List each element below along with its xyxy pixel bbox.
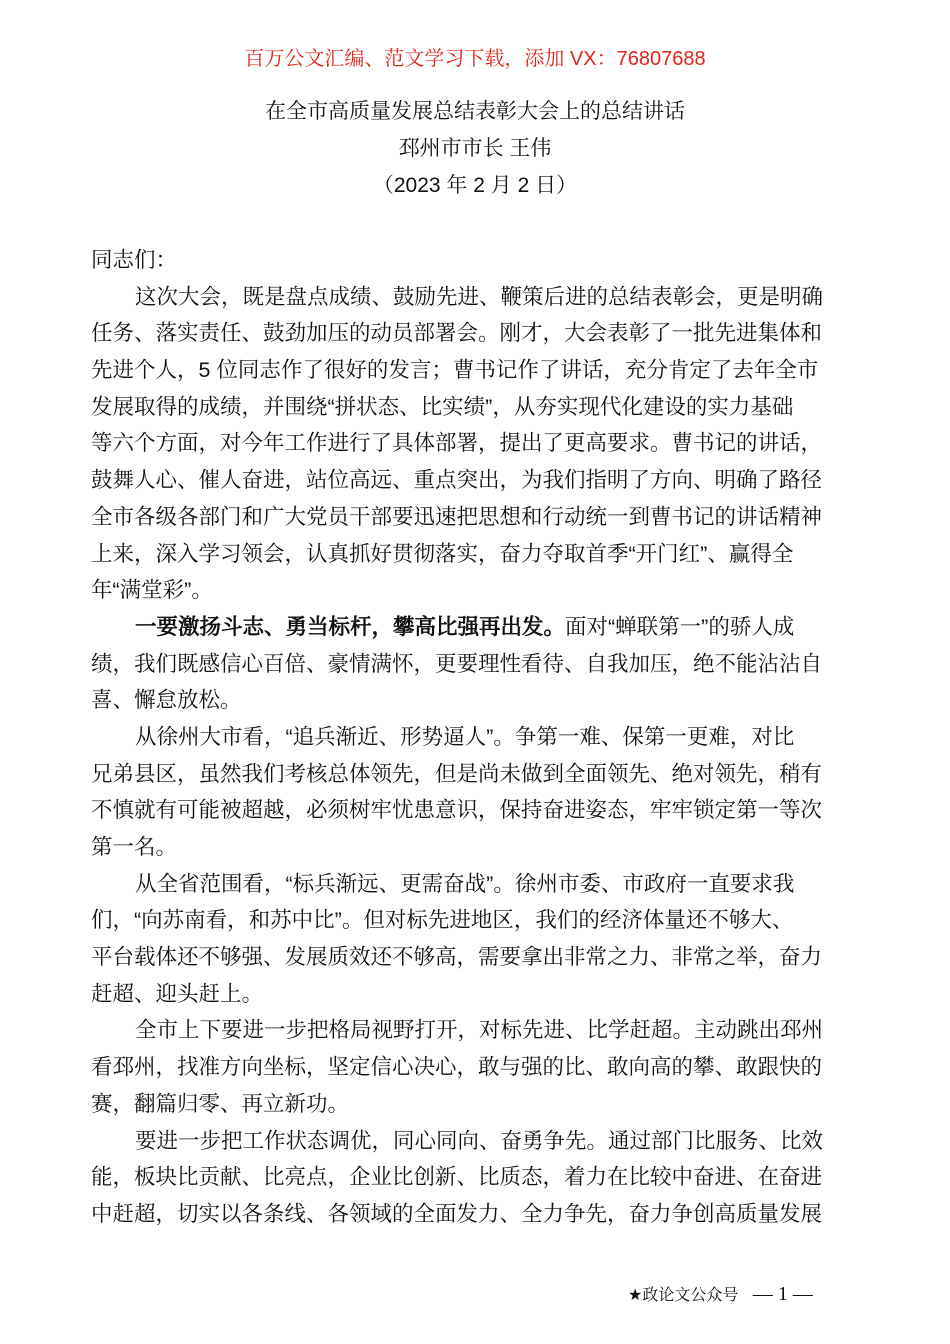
page-footer <box>628 1282 813 1308</box>
text-line <box>91 1159 861 1196</box>
text-line <box>91 315 861 352</box>
text-line <box>91 1086 861 1123</box>
line-text: 们，“向苏南看，和苏中比”。但对标先进地区，我们的经济体量还不够大、 <box>91 908 794 933</box>
text-line <box>91 352 861 389</box>
line-text: 看邳州，找准方向坐标，坚定信心决心，敢与强的比、敢向高的攀、敢跟快的 <box>91 1055 823 1080</box>
line-text: 上来，深入学习领会，认真抓好贯彻落实，奋力夺取首季“开门红”、赢得全 <box>91 541 794 566</box>
line-text: 能，板块比贡献、比亮点，企业比创新、比质态，着力在比较中奋进、在奋进 <box>91 1165 823 1190</box>
bold-heading: 一要激扬斗志、勇当标杆，攀高比强再出发。 <box>135 614 566 639</box>
line-text: 喜、懈怠放松。 <box>91 688 242 713</box>
line-text: 先进个人，5 位同志作了很好的发言；曹书记作了讲话，充分肯定了去年全市 <box>91 358 819 383</box>
line-text: 全市各级各部门和广大党员干部要迅速把思想和行动统一到曹书记的讲话精神 <box>91 504 823 529</box>
text-line <box>91 829 861 866</box>
text-line <box>91 609 861 646</box>
line-text: 从徐州大市看，“追兵渐近、形势逼人”。争第一难、保第一更难，对比 <box>135 724 795 749</box>
line-text: 任务、落实责任、鼓劲加压的动员部署会。刚才，大会表彰了一批先进集体和 <box>91 321 823 346</box>
line-text: 绩，我们既感信心百倍、豪情满怀，更要理性看待、自我加压，绝不能沾沾自 <box>91 651 823 676</box>
line-text: 赶超、迎头赶上。 <box>91 981 264 1006</box>
text-line <box>91 792 861 829</box>
text-line <box>91 425 861 462</box>
text-line <box>91 462 861 499</box>
document-title: 在全市高质量发展总结表彰大会上的总结讲话 <box>265 100 685 123</box>
text-line <box>91 756 861 793</box>
line-text: 这次大会，既是盘点成绩、鼓励先进、鞭策后进的总结表彰会，更是明确 <box>135 284 824 309</box>
watermark-banner: 百万公文汇编、范文学习下载，添加 VX：76807688 <box>244 48 706 70</box>
line-text: 不慎就有可能被超越，必须树牢忧患意识，保持奋进姿态，牢牢锁定第一等次 <box>91 798 823 823</box>
text-line <box>91 536 861 573</box>
text-line <box>91 976 861 1013</box>
footer-source: ★政论文公众号 <box>628 1287 739 1304</box>
line-text: 发展取得的成绩，并围绕“拼状态、比实绩”，从夯实现代化建设的实力基础 <box>91 394 794 419</box>
text-line <box>91 499 861 536</box>
text-line <box>91 646 861 683</box>
document-date: （2023 年 2 月 2 日） <box>372 174 578 197</box>
document-body <box>91 242 861 1233</box>
paragraph-lines <box>91 279 861 1233</box>
text-line <box>91 719 861 756</box>
text-line <box>91 682 861 719</box>
line-text: 要进一步把工作状态调优，同心同向、奋勇争先。通过部门比服务、比效 <box>135 1128 824 1153</box>
line-text: 第一名。 <box>91 835 178 859</box>
line-text: 面对“蝉联第一”的骄人成 <box>565 614 795 639</box>
document-author: 邳州市市长 王伟 <box>398 137 552 160</box>
text-line <box>91 572 861 609</box>
line-text: 兄弟县区，虽然我们考核总体领先，但是尚未做到全面领先、绝对领先，稍有 <box>91 761 823 786</box>
text-line <box>91 902 861 939</box>
text-line <box>91 1123 861 1160</box>
line-text: 平台载体还不够强、发展质效还不够高，需要拿出非常之力、非常之举，奋力 <box>91 945 823 970</box>
line-text: 等六个方面，对今年工作进行了具体部署，提出了更高要求。曹书记的讲话， <box>91 431 823 456</box>
text-line <box>91 939 861 976</box>
line-text: 中赶超，切实以各条线、各领域的全面发力、全力争先，奋力争创高质量发展 <box>91 1201 823 1226</box>
line-text: 从全省范围看，“标兵渐远、更需奋战”。徐州市委、市政府一直要求我 <box>135 871 795 896</box>
text-line <box>91 1049 861 1086</box>
line-text: 赛，翻篇归零、再立新功。 <box>91 1091 350 1116</box>
line-text: 全市上下要进一步把格局视野打开，对标先进、比学赶超。主动跳出邳州 <box>135 1018 824 1043</box>
line-text: 鼓舞人心、催人奋进，站位高远、重点突出，为我们指明了方向、明确了路径 <box>91 468 823 493</box>
text-line <box>91 389 861 426</box>
text-line <box>91 866 861 903</box>
salutation: 同志们： <box>91 248 178 272</box>
text-line <box>91 279 861 316</box>
text-line <box>91 1012 861 1049</box>
page-number: — 1 — <box>752 1283 813 1305</box>
text-line <box>91 1196 861 1233</box>
line-text: 年“满堂彩”。 <box>91 578 213 603</box>
